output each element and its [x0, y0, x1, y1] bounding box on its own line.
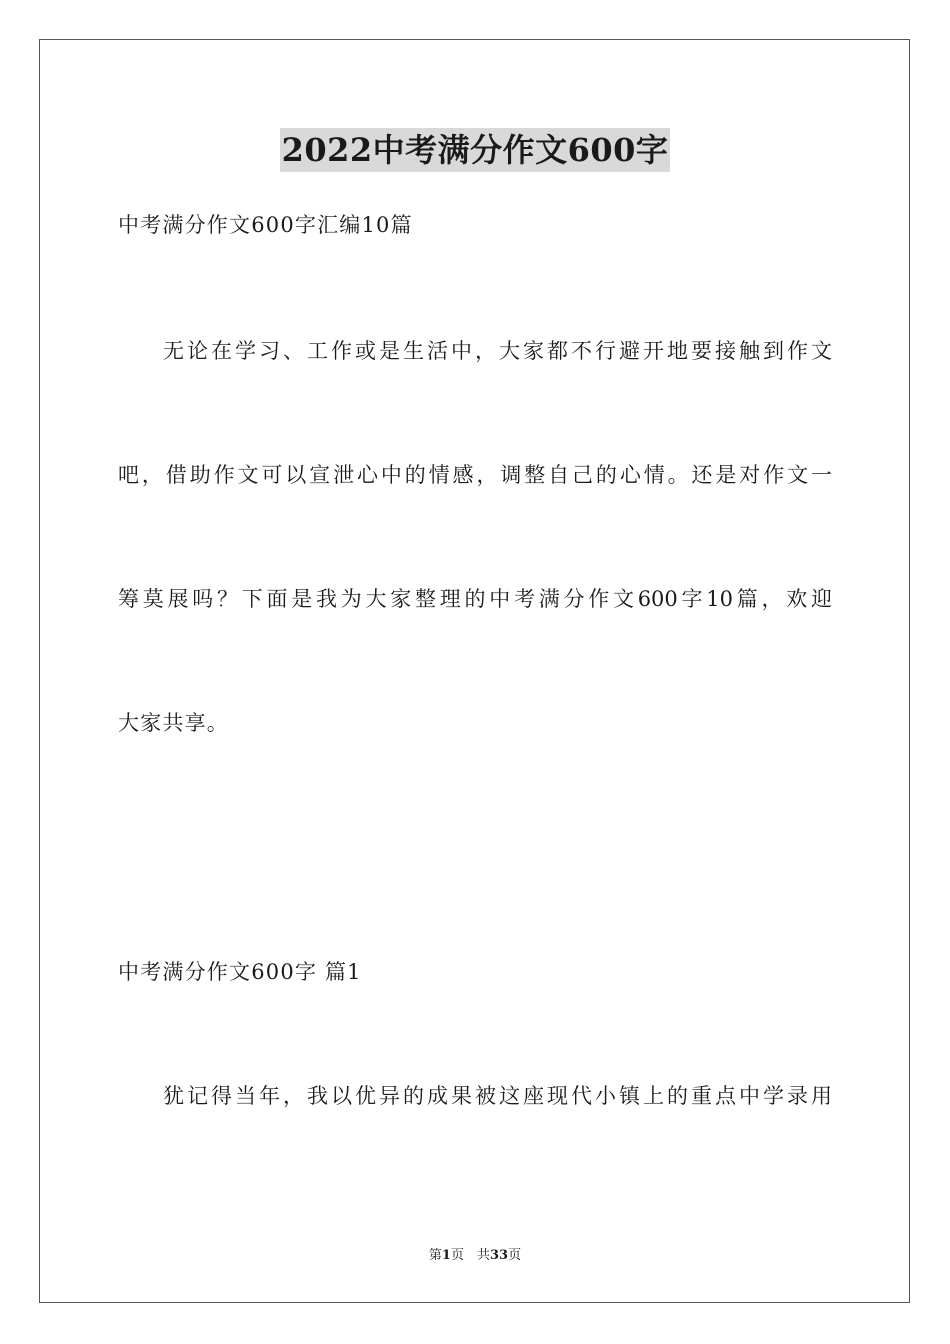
- section-paragraph-line-1: 犹记得当年，我以优异的成果被这座现代小镇上的重点中学录用: [163, 1084, 832, 1108]
- footer-page-number: 1: [441, 1248, 451, 1263]
- footer-suffix: 页: [508, 1248, 522, 1263]
- intro-paragraph-line-2: 吧，借助作文可以宣泄心中的情感，调整自己的心情。还是对作文一: [118, 463, 832, 487]
- title-container: [0, 128, 950, 172]
- page-footer: [0, 1247, 950, 1265]
- footer-prefix: 第: [428, 1248, 442, 1263]
- intro-paragraph-line-4: 大家共享。: [118, 711, 229, 735]
- intro-paragraph-line-3: 筹莫展吗？下面是我为大家整理的中考满分作文600字10篇，欢迎: [118, 587, 832, 611]
- document-subtitle: 中考满分作文600字汇编10篇: [118, 213, 413, 237]
- section-heading: 中考满分作文600字 篇1: [118, 960, 362, 984]
- footer-total-pages: 33: [489, 1248, 509, 1263]
- footer-mid: 页 共: [450, 1248, 490, 1263]
- intro-paragraph-line-1: 无论在学习、工作或是生活中，大家都不行避开地要接触到作文: [163, 339, 832, 363]
- document-title: 2022中考满分作文600字: [280, 128, 671, 172]
